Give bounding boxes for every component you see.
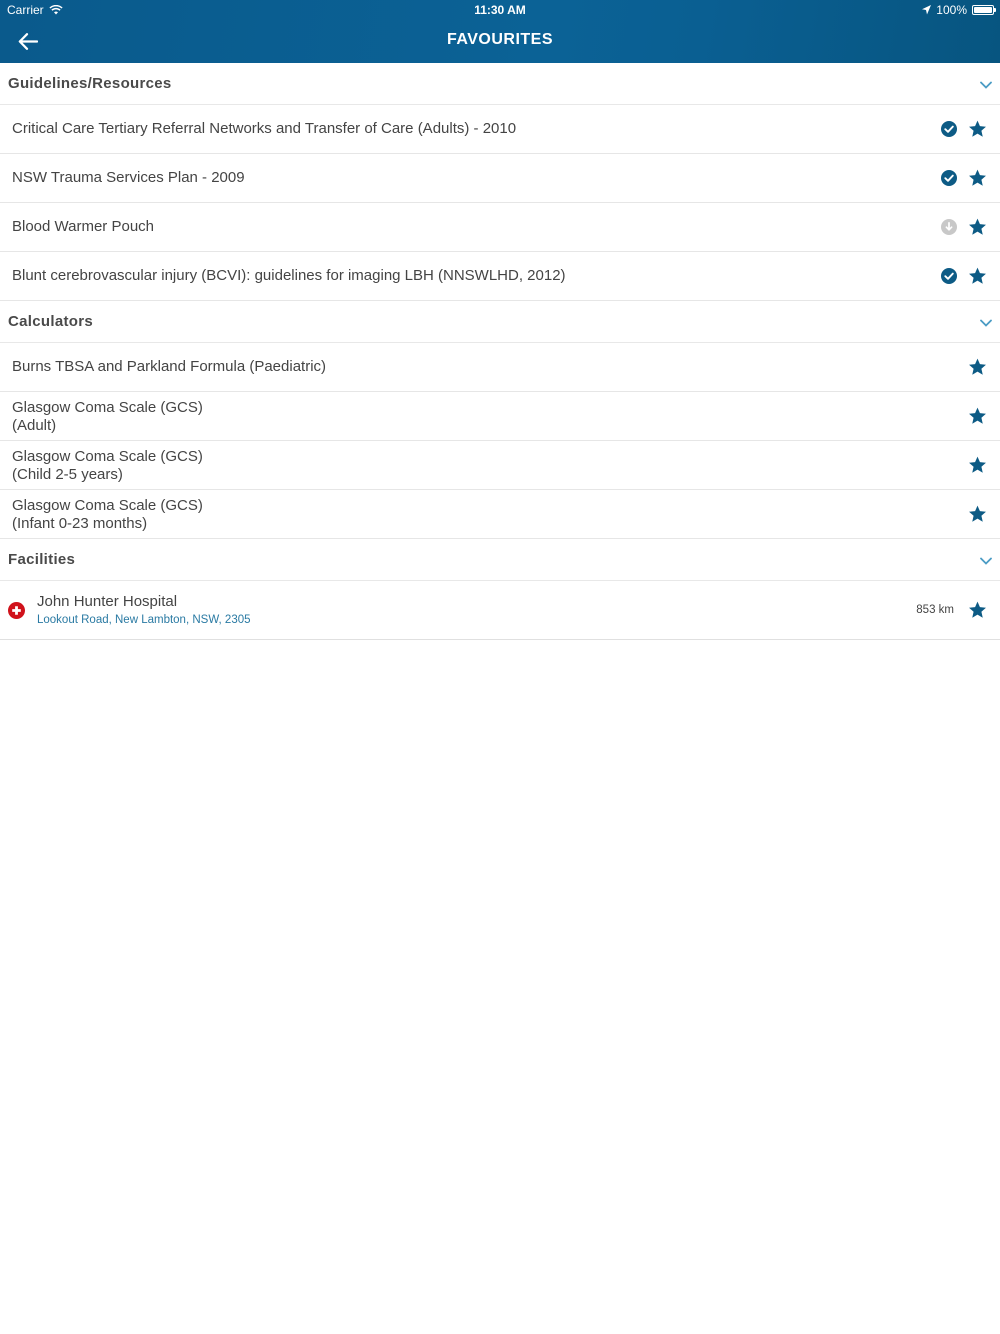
list-item[interactable] (0, 392, 1000, 441)
list-item[interactable] (0, 203, 1000, 252)
star-icon[interactable] (968, 505, 987, 523)
item-label-line1: Glasgow Coma Scale (GCS) (12, 448, 203, 465)
page-title: FAVOURITES (446, 31, 554, 48)
list-item[interactable] (0, 105, 1000, 154)
list-item[interactable] (0, 154, 1000, 203)
star-icon[interactable] (968, 358, 987, 376)
item-label: Blood Warmer Pouch (12, 218, 155, 235)
item-label (12, 399, 203, 435)
status-time: 11:30 AM (474, 3, 526, 17)
list-item[interactable] (0, 252, 1000, 301)
status-right (922, 3, 994, 17)
nav-bar (0, 20, 1000, 63)
star-icon[interactable] (968, 120, 987, 138)
chevron-down-icon[interactable] (980, 81, 992, 89)
check-circle-icon (941, 268, 957, 284)
hospital-cross-icon (8, 602, 25, 619)
facility-item[interactable] (0, 581, 1000, 640)
star-icon[interactable] (968, 456, 987, 474)
facility-address[interactable]: Lookout Road, New Lambton, NSW, 2305 (37, 614, 251, 626)
check-circle-icon (941, 121, 957, 137)
section-title: Calculators (8, 313, 93, 330)
facility-distance: 853 km (916, 604, 954, 616)
list-item[interactable] (0, 490, 1000, 539)
item-label: Critical Care Tertiary Referral Networks and Transfer of Care (Adults) - 2010 (12, 120, 517, 137)
item-label-line2: (Child 2-5 years) (12, 466, 123, 483)
facility-name: John Hunter Hospital (37, 593, 178, 610)
carrier-label: Carrier (7, 3, 44, 17)
star-icon[interactable] (968, 407, 987, 425)
chevron-down-icon[interactable] (980, 319, 992, 327)
item-label-line2: (Infant 0-23 months) (12, 515, 148, 532)
item-label-line2: (Adult) (12, 417, 57, 434)
star-icon[interactable] (968, 169, 987, 187)
download-circle-icon[interactable] (941, 219, 957, 235)
star-icon[interactable] (968, 218, 987, 236)
section-header-guidelines[interactable] (0, 63, 1000, 105)
star-icon[interactable] (968, 267, 987, 285)
list-item[interactable] (0, 343, 1000, 392)
section-header-calculators[interactable] (0, 301, 1000, 343)
section-title: Facilities (8, 551, 76, 568)
section-title: Guidelines/Resources (8, 75, 172, 92)
section-header-facilities[interactable] (0, 539, 1000, 581)
list-item[interactable] (0, 441, 1000, 490)
favourites-list (0, 63, 1000, 640)
item-label (12, 497, 203, 533)
top-bar (0, 0, 1000, 63)
status-bar (0, 0, 1000, 20)
item-label-line1: Glasgow Coma Scale (GCS) (12, 497, 203, 514)
chevron-down-icon[interactable] (980, 557, 992, 565)
battery-icon (972, 5, 994, 15)
item-label: Burns TBSA and Parkland Formula (Paediatric) (12, 358, 327, 375)
check-circle-icon (941, 170, 957, 186)
star-icon[interactable] (968, 601, 987, 619)
location-arrow-icon (922, 5, 931, 15)
item-label: Blunt cerebrovascular injury (BCVI): guidelines for imaging LBH (NNSWLHD, 2012) (12, 267, 566, 284)
item-label-line1: Glasgow Coma Scale (GCS) (12, 399, 203, 416)
battery-percent: 100% (936, 3, 967, 17)
item-label: NSW Trauma Services Plan - 2009 (12, 169, 245, 186)
item-label (12, 448, 203, 484)
